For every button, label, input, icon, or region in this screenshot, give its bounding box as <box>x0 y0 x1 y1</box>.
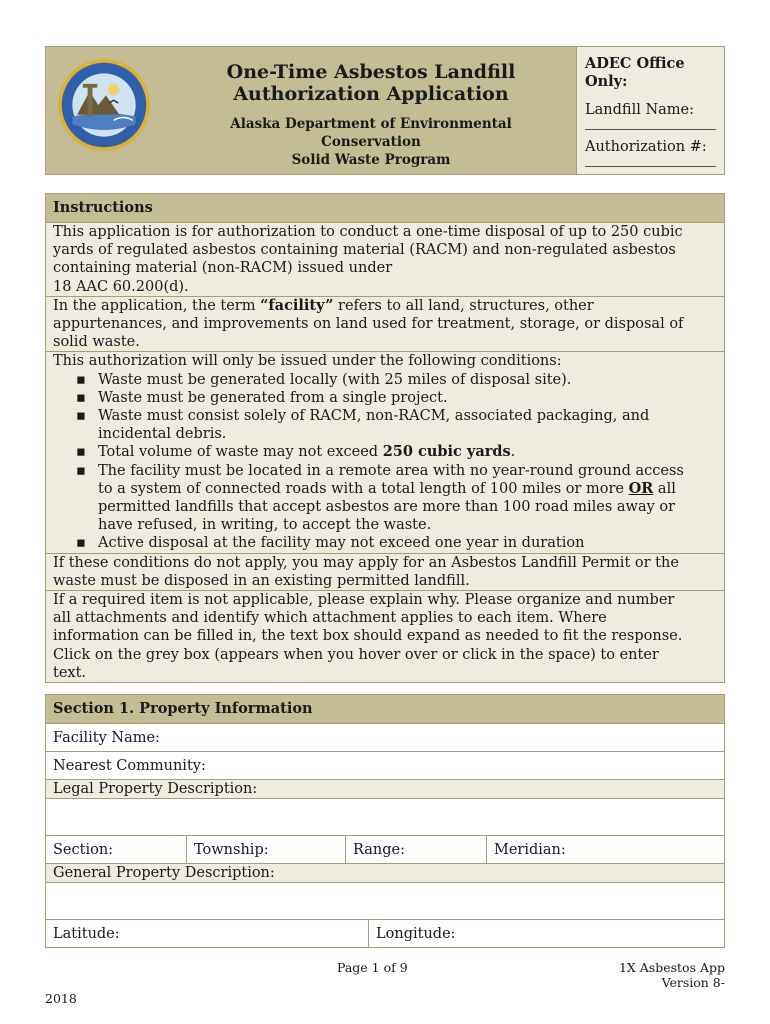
agency-line3: Solid Waste Program <box>291 152 451 168</box>
text-line: permitted landfills that accept asbestos are more than 100 road miles away or <box>98 499 676 516</box>
general-property-description-input[interactable] <box>46 882 724 919</box>
text-line: containing material (non-RACM) issued under <box>53 260 393 277</box>
office-use-title <box>585 55 716 91</box>
section-field[interactable] <box>46 836 186 863</box>
text-line: waste must be disposed in an existing permitted landfill. <box>53 572 470 589</box>
authorization-number-line <box>585 156 716 167</box>
township-label: Township: <box>194 842 269 858</box>
app-version-line2: Version 8- <box>661 975 725 990</box>
authorization-number-label: Authorization #: <box>585 139 707 155</box>
instructions-paragraph-4 <box>46 553 724 590</box>
general-property-label-row: General Property Description: <box>46 863 724 882</box>
text-line: ▪ Waste must consist solely of RACM, non-RACM, associated packaging, and <box>98 408 650 425</box>
text-line: If a required item is not applicable, please explain why. Please organize and number <box>53 592 675 609</box>
condition-item <box>98 407 717 443</box>
instructions-paragraph-2 <box>46 296 724 352</box>
text-line: appurtenances, and improvements on land used for treatment, storage, or disposal of <box>53 316 684 333</box>
instructions-table <box>45 193 725 683</box>
plss-row <box>46 835 724 863</box>
condition-item: ▪ Waste must be generated locally (with 25 miles of disposal site). <box>98 371 717 389</box>
text-line: Click on the grey box (appears when you hover over or click in the space) to enter <box>53 646 659 663</box>
conditions-intro: This authorization will only be issued under the following conditions: <box>53 353 562 370</box>
text-line <box>98 480 717 498</box>
office-title-line1: ADEC Office <box>585 55 685 72</box>
text-span: refers to all land, structures, other <box>333 297 594 314</box>
form-title-line1: One-Time Asbestos Landfill <box>226 61 516 83</box>
facility-name-field[interactable] <box>46 723 724 751</box>
nearest-community-field[interactable] <box>46 751 724 779</box>
agency-line2: Conservation <box>321 134 421 150</box>
range-label: Range: <box>353 842 405 858</box>
form-header <box>45 46 725 175</box>
range-field[interactable] <box>345 836 486 863</box>
text-line: solid waste. <box>53 334 140 351</box>
app-version <box>619 960 725 990</box>
condition-item: ▪ Active disposal at the facility may not exceed one year in duration <box>98 534 717 552</box>
adec-seal-icon <box>56 57 152 153</box>
instructions-conditions <box>46 351 724 552</box>
text-line: have refused, in writing, to accept the waste. <box>98 517 432 534</box>
version-year: 2018 <box>45 991 77 1006</box>
legal-property-label-row: Legal Property Description: <box>46 779 724 798</box>
text-line: If these conditions do not apply, you may apply for an Asbestos Landfill Permit or the <box>53 554 679 571</box>
form-title <box>166 61 576 105</box>
text-line: incidental debris. <box>98 426 227 443</box>
text-line: yards of regulated asbestos containing material (RACM) and non-regulated asbestos <box>53 242 676 259</box>
facility-term: “facility” <box>260 296 334 314</box>
coordinates-row <box>46 919 724 947</box>
meridian-field[interactable] <box>486 836 724 863</box>
office-title-line2: Only: <box>585 73 628 90</box>
instructions-paragraph-1 <box>46 222 724 296</box>
text-line <box>53 297 717 315</box>
text-span: to a system of connected roads with a total length of 100 miles or more <box>98 480 629 497</box>
section-label: Section: <box>53 842 114 858</box>
text-span: Total volume of waste may not exceed <box>98 444 383 461</box>
app-version-line1: 1X Asbestos App <box>618 960 725 975</box>
township-field[interactable] <box>186 836 345 863</box>
agency-name <box>166 115 576 169</box>
volume-limit: 250 cubic yards <box>382 443 511 461</box>
text-line: text. <box>53 664 87 681</box>
landfill-name-line <box>585 119 716 130</box>
or-emphasis: OR <box>628 479 654 497</box>
agency-line1: Alaska Department of Environmental <box>230 116 512 132</box>
conditions-list <box>53 371 717 553</box>
longitude-field[interactable] <box>368 920 724 947</box>
longitude-label: Longitude: <box>376 926 456 942</box>
section1-heading: Section 1. Property Information <box>46 695 724 723</box>
title-block <box>166 61 576 169</box>
condition-item <box>98 443 717 461</box>
instructions-heading: Instructions <box>46 194 724 222</box>
condition-item <box>98 462 717 535</box>
legal-property-description-input[interactable] <box>46 798 724 835</box>
text-span: all <box>653 480 676 497</box>
text-line: information can be filled in, the text box should expand as needed to fit the response. <box>53 628 683 645</box>
page-number: Page 1 of 9 <box>337 960 408 975</box>
text-span: In the application, the term <box>53 297 261 314</box>
text-line: ▪ The facility must be located in a remote area with no year-round ground access <box>98 462 684 479</box>
instructions-paragraph-5 <box>46 590 724 682</box>
office-use-box <box>576 47 724 174</box>
section1-property-information <box>45 694 725 948</box>
latitude-label: Latitude: <box>53 926 120 942</box>
text-line: all attachments and identify which attachment applies to each item. Where <box>53 610 607 627</box>
meridian-label: Meridian: <box>494 842 566 858</box>
form-title-line2: Authorization Application <box>233 83 509 105</box>
text-span: . <box>510 444 516 461</box>
text-line: This application is for authorization to conduct a one-time disposal of up to 250 cubic <box>53 224 683 240</box>
latitude-field[interactable] <box>46 920 368 947</box>
condition-item: ▪ Waste must be generated from a single project. <box>98 389 717 407</box>
facility-name-label: Facility Name: <box>53 730 160 746</box>
landfill-name-label: Landfill Name: <box>585 102 694 118</box>
nearest-community-label: Nearest Community: <box>53 758 206 774</box>
text-line: 18 AAC 60.200(d). <box>53 278 189 295</box>
